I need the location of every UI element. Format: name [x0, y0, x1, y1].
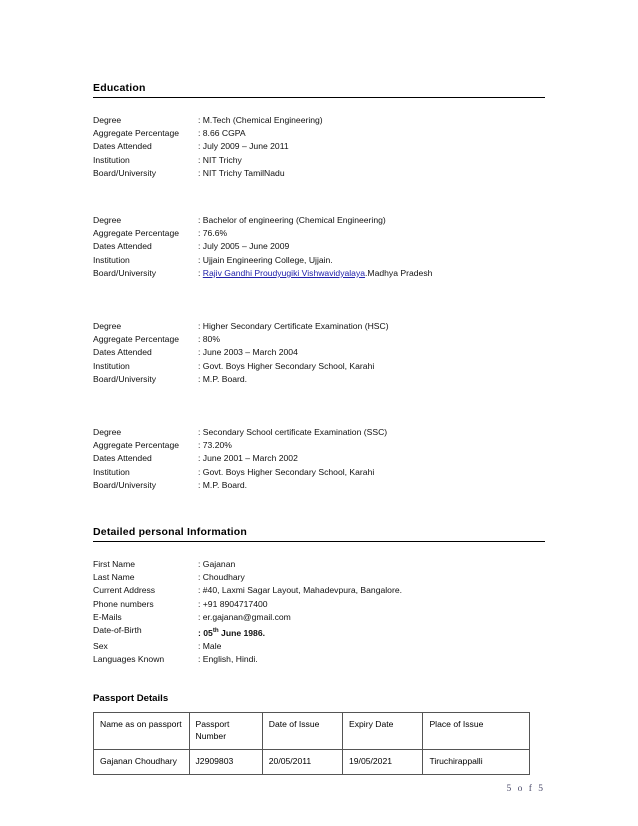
institution-value: : Govt. Boys Higher Secondary School, Karahi — [198, 360, 375, 371]
cell-expiry-date: 19/05/2021 — [343, 749, 423, 774]
institution-value: : Ujjain Engineering College, Ujjain. — [198, 254, 333, 265]
personal-info-heading: Detailed personal Information — [93, 526, 247, 539]
phone-value: : +91 8904717400 — [198, 598, 268, 609]
education-row — [93, 267, 545, 280]
dates-label: Dates Attended — [93, 347, 152, 358]
education-row — [93, 426, 545, 439]
education-entry-4 — [93, 426, 545, 492]
aggregate-label: Aggregate Percentage — [93, 128, 180, 139]
dates-label: Dates Attended — [93, 453, 152, 464]
board-prefix: : — [198, 267, 203, 278]
cell-date-of-issue: 20/05/2011 — [262, 749, 342, 774]
degree-value: : M.Tech (Chemical Engineering) — [198, 115, 323, 125]
education-row — [93, 167, 545, 180]
sex-label: Sex — [93, 641, 108, 652]
education-row — [93, 154, 545, 167]
cell-name: Gajanan Choudhary — [94, 749, 190, 774]
education-row — [93, 466, 545, 479]
table-row — [94, 749, 530, 774]
passport-table — [93, 712, 530, 775]
education-row — [93, 320, 545, 333]
column-header-place-of-issue: Place of Issue — [423, 712, 530, 749]
personal-info-row — [93, 584, 545, 597]
education-row — [93, 140, 545, 153]
cell-place-of-issue: Tiruchirappalli — [423, 749, 530, 774]
table-header-row — [94, 712, 530, 749]
education-heading: Education — [93, 82, 146, 94]
degree-value: : Bachelor of engineering (Chemical Engineering) — [198, 215, 386, 226]
institution-label: Institution — [93, 466, 130, 477]
dob-ordinal-suffix: th — [212, 627, 219, 635]
spacer — [93, 386, 545, 410]
dates-label: Dates Attended — [93, 241, 152, 252]
column-header-name: Name as on passport — [94, 712, 190, 749]
current-address-value: : #40, Laxmi Sagar Layout, Mahadevpura, Bangalore. — [198, 585, 402, 596]
aggregate-label: Aggregate Percentage — [93, 334, 180, 345]
dates-label: Dates Attended — [93, 141, 152, 152]
aggregate-value: : 8.66 CGPA — [198, 128, 246, 139]
current-address-label: Current Address — [93, 585, 156, 596]
aggregate-label: Aggregate Percentage — [93, 228, 180, 239]
aggregate-value: : 76.6% — [198, 228, 228, 239]
education-row — [93, 439, 545, 452]
education-row — [93, 452, 545, 465]
education-entry-1 — [93, 114, 545, 180]
passport-details-heading: Passport Details — [93, 692, 169, 704]
spacer — [93, 492, 545, 526]
board-value: : M.P. Board. — [198, 373, 248, 384]
spacer — [93, 180, 545, 198]
aggregate-value: : 80% — [198, 334, 220, 345]
personal-info-row — [93, 624, 545, 640]
degree-label: Degree — [93, 215, 122, 226]
personal-info-divider — [93, 541, 545, 542]
board-value — [198, 267, 545, 280]
phone-label: Phone numbers — [93, 598, 154, 609]
column-header-date-of-issue: Date of Issue — [262, 712, 342, 749]
dates-value: : June 2003 – March 2004 — [198, 347, 298, 358]
degree-value: : Secondary School certificate Examination (SSC) — [198, 427, 388, 438]
sex-value: : Male — [198, 641, 222, 652]
education-row — [93, 240, 545, 253]
first-name-value: : Gajanan — [198, 559, 236, 570]
last-name-label: Last Name — [93, 572, 135, 583]
education-row — [93, 254, 545, 267]
education-row — [93, 346, 545, 359]
board-label: Board/University — [93, 267, 157, 278]
cell-passport-number: J2909803 — [189, 749, 262, 774]
column-header-passport-number: Passport Number — [189, 712, 262, 749]
languages-label: Languages Known — [93, 654, 165, 665]
aggregate-label: Aggregate Percentage — [93, 440, 180, 451]
board-label: Board/University — [93, 373, 157, 384]
education-row — [93, 373, 545, 386]
personal-info-row — [93, 558, 545, 571]
education-entry-2 — [93, 214, 545, 280]
degree-value: : Higher Secondary Certificate Examination (HSC) — [198, 321, 389, 332]
board-label: Board/University — [93, 167, 157, 178]
education-row — [93, 214, 545, 227]
dob-label: Date-of-Birth — [93, 625, 142, 636]
education-row — [93, 227, 545, 240]
aggregate-value: : 73.20% — [198, 440, 232, 451]
personal-info-list — [93, 558, 545, 666]
board-value: : NIT Trichy TamilNadu — [198, 167, 285, 178]
degree-label: Degree — [93, 427, 122, 438]
education-row — [93, 333, 545, 346]
email-label: E-Mails — [93, 611, 122, 622]
personal-info-row — [93, 640, 545, 653]
institution-label: Institution — [93, 154, 130, 165]
education-entry-3 — [93, 320, 545, 386]
university-link[interactable]: Rajiv Gandhi Proudyugiki Vishwavidyalaya — [202, 267, 366, 278]
education-row — [93, 114, 545, 127]
education-row — [93, 479, 545, 492]
page-footer: 5 o f 5 — [506, 784, 545, 794]
personal-info-row — [93, 611, 545, 624]
column-header-expiry-date: Expiry Date — [343, 712, 423, 749]
last-name-value: : Choudhary — [198, 572, 245, 583]
institution-value: : Govt. Boys Higher Secondary School, Karahi — [198, 466, 375, 477]
education-divider — [93, 97, 545, 98]
dates-value: : June 2001 – March 2002 — [198, 453, 298, 464]
dates-value: : July 2009 – June 2011 — [198, 141, 289, 152]
dob-value — [198, 624, 545, 640]
languages-value: : English, Hindi. — [198, 654, 258, 665]
degree-label: Degree — [93, 321, 122, 332]
institution-label: Institution — [93, 360, 130, 371]
board-suffix: .Madhya Pradesh — [365, 267, 433, 278]
email-value: : er.gajanan@gmail.com — [198, 611, 291, 622]
education-row — [93, 127, 545, 140]
board-label: Board/University — [93, 479, 157, 490]
institution-label: Institution — [93, 254, 130, 265]
dob-day: : 05 — [198, 627, 213, 638]
degree-label: Degree — [93, 115, 122, 125]
dates-value: : July 2005 – June 2009 — [198, 241, 290, 252]
personal-info-row — [93, 598, 545, 611]
dob-month-year: June 1986. — [218, 627, 265, 638]
institution-value: : NIT Trichy — [198, 154, 242, 165]
first-name-label: First Name — [93, 559, 136, 570]
board-value: : M.P. Board. — [198, 479, 248, 490]
spacer — [93, 280, 545, 304]
personal-info-row — [93, 571, 545, 584]
personal-info-row — [93, 653, 545, 666]
education-row — [93, 360, 545, 373]
